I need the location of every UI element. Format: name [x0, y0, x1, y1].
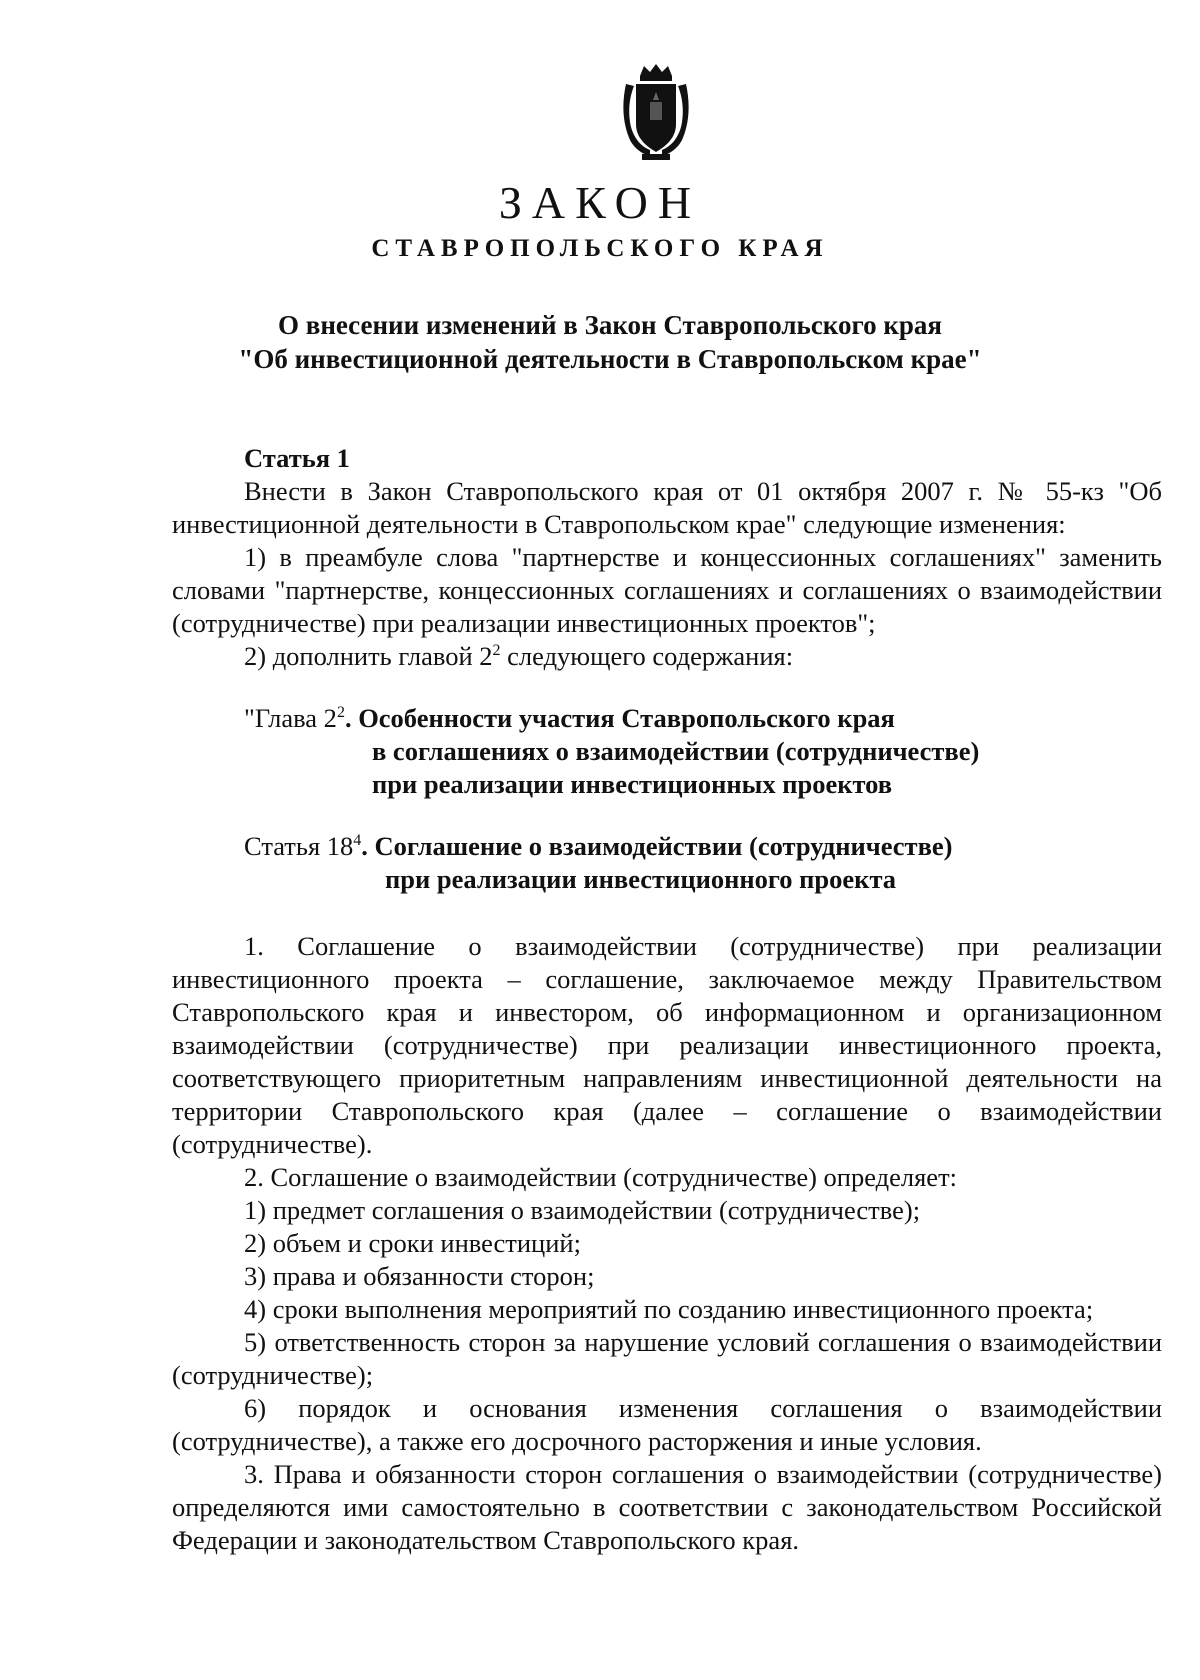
article-18-item-5: 5) ответственность сторон за нарушение условий соглашения о взаимодействии (сотрудничестве);: [172, 1327, 1162, 1390]
article-18-item-2: 2) объем и сроки инвестиций;: [244, 1228, 581, 1258]
heading-line-1: О внесении изменений в Закон Ставропольского края: [277, 310, 943, 340]
chapter-title-line-1: . Особенности участия Ставропольского края: [344, 703, 895, 733]
article-18-item-3: 3) права и обязанности сторон;: [244, 1261, 595, 1291]
law-subtitle: СТАВРОПОЛЬСКОГО КРАЯ: [371, 235, 829, 262]
chapter-title-line-3: при реализации инвестиционных проектов: [372, 769, 893, 799]
article-18-body: [172, 930, 1162, 1557]
article-18-paragraph-3: 3. Права и обязанности сторон соглашения о взаимодействии (сотрудничестве) определяются ими самостоятельно в соответствии с законодательством Российской Федерации и законодательством Ставропольского края.: [172, 1459, 1162, 1555]
article-1-body: [172, 475, 1162, 673]
coat-of-arms-icon: [620, 62, 692, 162]
heading-line-2: "Об инвестиционной деятельности в Ставропольском крае": [238, 344, 982, 374]
item-2-superscript: 2: [492, 642, 501, 660]
article-18-paragraph-2: 2. Соглашение о взаимодействии (сотрудничестве) определяет:: [244, 1162, 958, 1192]
law-title: ЗАКОН: [498, 177, 702, 228]
article-18-heading: [244, 830, 952, 896]
article-18-title-line-2: при реализации инвестиционного проекта: [385, 864, 897, 894]
chapter-prefix: "Глава 2: [244, 703, 337, 733]
article-1-label: Статья 1: [244, 443, 350, 473]
article-1-item-2: [172, 640, 1162, 673]
article-18-paragraph-1: 1. Соглашение о взаимодействии (сотрудничестве) при реализации инвестиционного проекта – соглашение, заключаемое между Правительством Ставропольского края и инвестором, об информационном и организационном взаимодействии (сотрудничестве) при реализации инвестиционного проекта, соответствующего приоритетным направлениям инвестиционной деятельности на территории Ставропольского края (далее – соглашение о взаимодействии (сотрудничестве).: [172, 931, 1162, 1159]
chapter-heading: [244, 702, 979, 801]
article-18-prefix: Статья 18: [244, 831, 354, 861]
document-heading: [150, 308, 1070, 376]
article-18-title-line-1: . Соглашение о взаимодействии (сотрудничестве): [361, 831, 953, 861]
article-18-item-6: 6) порядок и основания изменения соглашения о взаимодействии (сотрудничестве), а также его досрочного расторжения и иные условия.: [172, 1393, 1162, 1456]
chapter-title-line-2: в соглашениях о взаимодействии (сотрудничестве): [372, 736, 980, 766]
article-1-item-1: 1) в преамбуле слова "партнерстве и концессионных соглашениях" заменить словами "партнерстве, концессионных соглашениях и соглашениях о взаимодействии (сотрудничестве) при реализации инвестиционных проектов";: [172, 542, 1162, 638]
item-2-text-end: следующего содержания:: [500, 641, 794, 671]
article-18-superscript: 4: [353, 832, 362, 850]
article-1-intro: Внести в Закон Ставропольского края от 01 октября 2007 г. № 55-кз "Об инвестиционной деятельности в Ставропольском крае" следующие изменения:: [172, 476, 1162, 539]
article-18-item-4: 4) сроки выполнения мероприятий по созданию инвестиционного проекта;: [244, 1294, 1094, 1324]
item-2-text-start: 2) дополнить главой 2: [244, 641, 493, 671]
article-18-item-1: 1) предмет соглашения о взаимодействии (сотрудничестве);: [244, 1195, 921, 1225]
chapter-superscript: 2: [336, 704, 345, 722]
